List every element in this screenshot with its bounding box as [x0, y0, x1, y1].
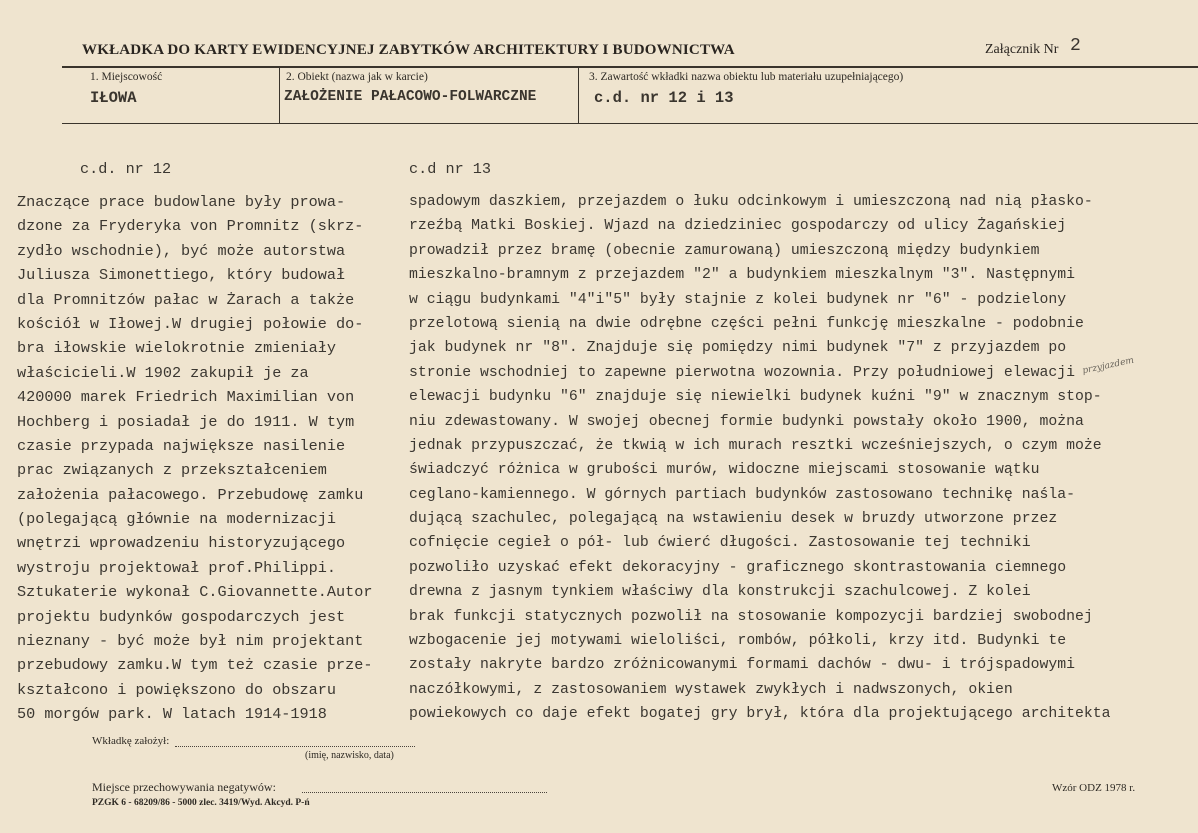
text-line: rzeźbą Matki Boskiej. Wjazd na dziedziniec gospodarczy od ulicy Żagańskiej — [409, 218, 1067, 235]
text-line: przebudowy zamku.W tym też czasie prze- — [17, 656, 373, 675]
prepared-by-hint: (imię, nazwisko, data) — [305, 750, 394, 761]
text-line: ceglano-kamiennego. W górnych partiach budynków zastosowano technikę naśla- — [409, 486, 1075, 503]
text-line: jak budynek nr "8". Znajduje się pomiędzy nimi budynek "7" z przyjazdem po — [409, 340, 1067, 357]
text-line: kształcono i powiększono do obszaru — [17, 680, 336, 699]
content-label: 3. Zawartość wkładki nazwa obiektu lub materiału uzupełniającego) — [589, 71, 904, 83]
annex-number: 2 — [1070, 36, 1081, 56]
text-line: założenia pałacowego. Przebudowę zamku — [17, 485, 364, 504]
text-line: bra iłowskie wielokrotnie zmieniały — [17, 339, 336, 358]
rule-top — [62, 66, 1198, 68]
text-line: kościół w Iłowej.W drugiej połowie do- — [17, 314, 364, 333]
left-column-text — [17, 190, 412, 727]
text-line: właścicieli.W 1902 zakupił je za — [17, 363, 309, 382]
rule-fields-bottom — [62, 123, 1198, 124]
text-line: dzone za Fryderyka von Promnitz (skrz- — [17, 217, 364, 236]
left-column-heading: c.d. nr 12 — [80, 160, 172, 178]
text-line: mieszkalno-bramnym z przejazdem "2" a budynkiem mieszkalnym "3". Następnymi — [409, 267, 1075, 284]
text-line: elewacji budynku "6" znajduje się niewielki budynek kuźni "9" w znacznym stop- — [409, 389, 1102, 406]
text-line: niu zdewastowany. W swojej obecnej formie budynki powstały około 1900, można — [409, 413, 1084, 430]
rule-field-divider-2 — [578, 67, 579, 123]
text-line: prowadził przez bramę (obecnie zamurowaną) umieszczoną między budynkiem — [409, 242, 1040, 259]
annex-label: Załącznik Nr — [985, 42, 1059, 57]
text-line: prac związanych z przekształceniem — [17, 461, 327, 480]
text-line: świadczyć różnica w grubości murów, widoczne miejscami stosowanie wątku — [409, 462, 1040, 479]
text-line: drewna z jasnym tynkiem właściwy dla konstrukcji szachulcowej. Z kolei — [409, 584, 1031, 601]
text-line: 50 morgów park. W latach 1914-1918 — [17, 705, 327, 724]
object-label: 2. Obiekt (nazwa jak w karcie) — [286, 71, 428, 83]
text-line: wnętrzi wprowadzeniu historyzującego — [17, 534, 346, 553]
negatives-label: Miejsce przechowywania negatywów: — [92, 780, 276, 794]
text-line: projektu budynków gospodarczych jest — [17, 607, 346, 626]
print-info: PZGK 6 - 68209/86 - 5000 zlec. 3419/Wyd. Akcyd. P-ń — [92, 798, 310, 808]
text-line: Hochberg i posiadał je do 1911. W tym — [17, 412, 355, 431]
right-column-text — [409, 190, 1194, 727]
text-line: stronie wschodniej to zapewne pierwotna wozownia. Przy południowej elewacji — [409, 364, 1075, 381]
locality-value: IŁOWA — [90, 89, 137, 107]
text-line: dującą szachulec, polegającą na wstawieniu desek w bruzdy utworzone przez — [409, 511, 1058, 528]
text-line: zostały nakryte bardzo zróżnicowanymi formami dachów - dwu- i trójspadowymi — [409, 657, 1075, 674]
text-line: brak funkcji statycznych pozwolił na stosowanie kompozycji bardziej swobodnej — [409, 608, 1093, 625]
text-line: 420000 marek Friedrich Maximilian von — [17, 388, 355, 407]
prepared-by-line — [175, 746, 415, 747]
form-title: WKŁADKA DO KARTY EWIDENCYJNEJ ZABYTKÓW ARCHITEKTURY I BUDOWNICTWA — [82, 42, 735, 58]
text-line: jednak przypuszczać, że tkwią w ich murach resztki wcześniejszych, o czym może — [409, 437, 1102, 454]
text-line: naczółkowymi, z zastosowaniem wystawek zwykłych i nadwszonych, okien — [409, 681, 1013, 698]
text-line: w ciągu budynkami "4"i"5" były stajnie z kolei budynek nr "6" - podzielony — [409, 291, 1067, 308]
content-value: c.d. nr 12 i 13 — [594, 89, 734, 107]
text-line: czasie przypada największe nasilenie — [17, 436, 346, 455]
text-line: Znaczące prace budowlane były prowa- — [17, 193, 346, 211]
text-line: nieznany - być może był nim projektant — [17, 632, 364, 651]
text-line: przelotową sienią na dwie odrębne części pełni funkcję mieszkalne - podobnie — [409, 315, 1084, 332]
prepared-by-label: Wkładkę założył: — [92, 735, 170, 747]
text-line: spadowym daszkiem, przejazdem o łuku odcinkowym i umieszczoną nad nią płasko- — [409, 194, 1093, 210]
text-line: wzbogacenie jej motywami wieloliści, rombów, półkoli, krzy itd. Budynki te — [409, 633, 1067, 650]
rule-field-divider-1 — [279, 67, 280, 123]
text-line: Juliusza Simonettiego, który budował — [17, 266, 346, 285]
negatives-line — [302, 792, 547, 793]
object-value: ZAŁOŻENIE PAŁACOWO-FOLWARCZNE — [284, 89, 537, 105]
text-line: Sztukaterie wykonał C.Giovannette.Autor — [17, 583, 373, 602]
margin-note: przyjazdem — [1081, 355, 1135, 377]
text-line: powiekowych co daje efekt bogatej gry brył, która dla projektującego architekta — [409, 706, 1111, 723]
right-column-heading: c.d nr 13 — [409, 160, 492, 178]
text-line: wystroju projektował prof.Philippi. — [17, 558, 336, 577]
locality-label: 1. Miejscowość — [90, 71, 163, 83]
text-line: cofnięcie cegieł o pół- lub ćwierć długości. Zastosowanie tej techniki — [409, 535, 1031, 552]
text-line: pozwoliło uzyskać efekt dekoracyjny - graficznego skontrastowania ciemnego — [409, 559, 1067, 576]
text-line: zydło wschodnie), być może autorstwa — [17, 241, 346, 260]
text-line: dla Promnitzów pałac w Żarach a także — [17, 290, 355, 309]
text-line: (polegającą głównie na modernizacji — [17, 510, 336, 529]
form-model: Wzór ODZ 1978 r. — [1052, 782, 1136, 794]
